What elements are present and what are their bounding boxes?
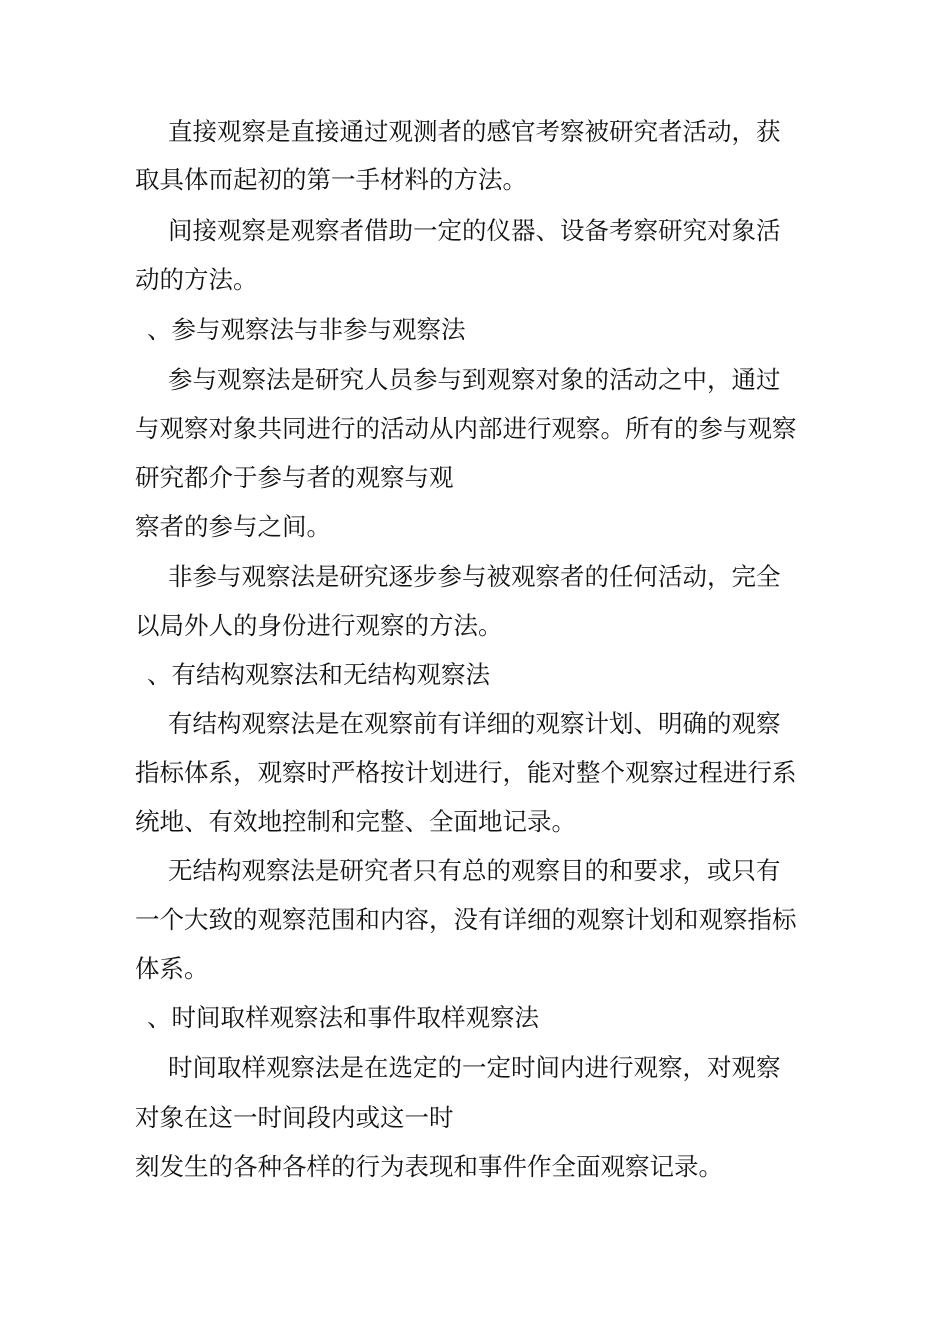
section-heading: 、有结构观察法和无结构观察法 — [147, 660, 490, 689]
paragraph-line: 对象在这一时间段内或这一时 — [135, 1103, 454, 1132]
paragraph-line: 与观察对象共同进行的活动从内部进行观察。所有的参与观察 — [135, 414, 797, 443]
section-heading: 、参与观察法与非参与观察法 — [147, 315, 466, 344]
paragraph-line: 间接观察是观察者借助一定的仪器、设备考察研究对象活 — [168, 216, 781, 245]
paragraph-line: 非参与观察法是研究逐步参与被观察者的任何活动，完全 — [168, 562, 781, 591]
paragraph-line: 指标体系，观察时严格按计划进行，能对整个观察过程进行系 — [135, 758, 797, 787]
paragraph-line: 一个大致的观察范围和内容，没有详细的观察计划和观察指标 — [135, 905, 797, 934]
paragraph-line: 察者的参与之间。 — [135, 512, 331, 541]
paragraph-line: 直接观察是直接通过观测者的感官考察被研究者活动，获 — [168, 117, 781, 146]
paragraph-line: 有结构观察法是在观察前有详细的观察计划、明确的观察 — [168, 709, 781, 738]
section-heading: 、时间取样观察法和事件取样观察法 — [147, 1003, 539, 1032]
paragraph-line: 刻发生的各种各样的行为表现和事件作全面观察记录。 — [135, 1152, 723, 1181]
paragraph-line: 统地、有效地控制和完整、全面地记录。 — [135, 807, 576, 836]
paragraph-line: 参与观察法是研究人员参与到观察对象的活动之中，通过 — [168, 365, 781, 394]
paragraph-line: 取具体而起初的第一手材料的方法。 — [135, 165, 527, 194]
paragraph-line: 动的方法。 — [135, 265, 258, 294]
paragraph-line: 体系。 — [135, 954, 209, 983]
paragraph-line: 无结构观察法是研究者只有总的观察目的和要求，或只有 — [168, 856, 781, 885]
paragraph-line: 时间取样观察法是在选定的一定时间内进行观察，对观察 — [168, 1053, 781, 1082]
paragraph-line: 以局外人的身份进行观察的方法。 — [135, 611, 503, 640]
paragraph-line: 研究都介于参与者的观察与观 — [135, 463, 454, 492]
